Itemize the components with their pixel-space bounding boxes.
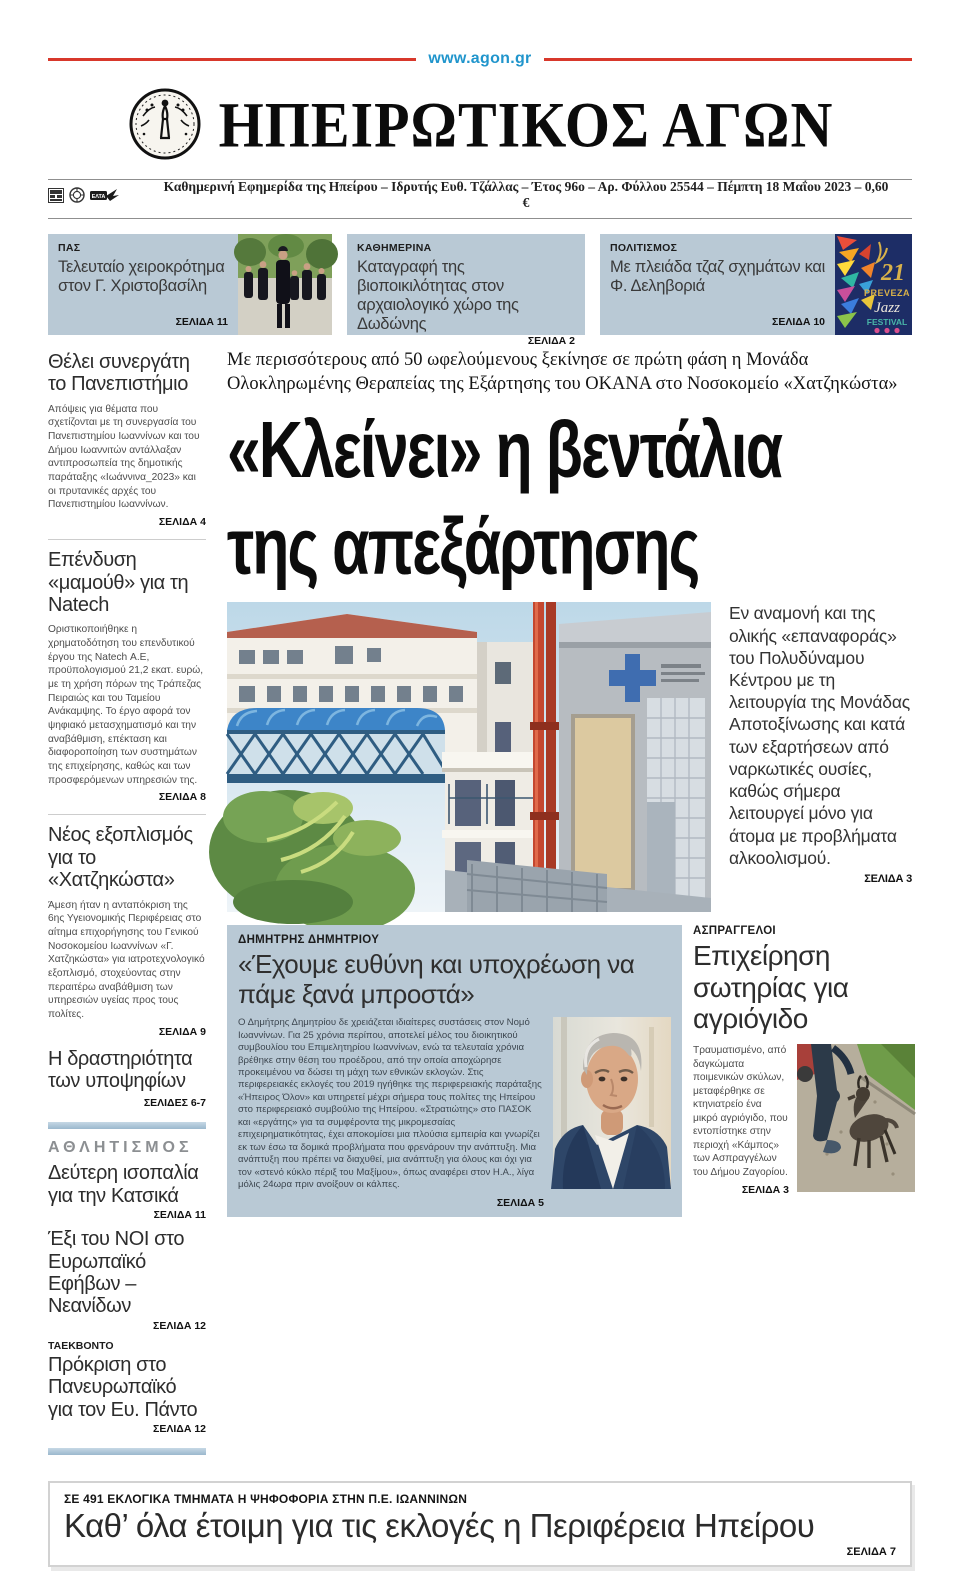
interview-title: «Έχουμε ευθύνη και υποχρέωση να πάμε ξανά μπροστά»	[238, 949, 635, 1009]
teaser-politismos-text	[600, 234, 835, 335]
teaser-kicker: ΠΑΣ	[58, 242, 81, 254]
sidebar-divider	[48, 814, 206, 815]
teaser-title: Τελευταίο χειροκρότημα στον Γ. Χριστοβασίλη	[58, 258, 225, 296]
sports-item-taekwondo	[48, 1340, 206, 1435]
story-body: Απόψεις για θέματα που σχετίζονται με τη συνεργασία του Πανεπιστημίου Ιωαννίνων και του Δήμου Ιωαννιτών αντάλλαξαν αντιπροσωπεία της δημοτικής παράταξης «Ιωάννινα_2023» και οι πρυτανικές αρχές του Πανεπιστημίου Ιωαννίνων.	[48, 403, 200, 511]
newspaper-title: ΗΠΕΙΡΩΤΙΚΟΣ ΑΓΩΝ	[218, 87, 834, 161]
red-rule-right	[544, 58, 912, 61]
teaser-row	[48, 234, 912, 347]
story-title: Επένδυση «μαμούθ» για τη Natech	[48, 549, 189, 616]
banner-kicker: ΣΕ 491 ΕΚΛΟΓΙΚΑ ΤΜΗΜΑΤΑ Η ΨΗΦΟΦΟΡΙΑ ΣΤΗΝ Π.Ε. ΙΩΑΝΝΙΝΩΝ	[64, 1491, 468, 1506]
interview-body: Ο Δημήτρης Δημητρίου δε χρειάζεται ιδιαίτερες συστάσεις στον Νομό Ιωαννίνων. Για 25 χρόνια περίπου, αποτελεί μέλος του διοικητικού συμβουλίου του Επιμελητηρίου Ιωαννίνων, ενώ τα τελευταία χρόνια βρέθηκε στην θέση του προέδρου, από την οποία αποχώρησε προκειμένου να δώσει τη μάχη των εθνικών εκλογών. Στις περιφερειακές εκλογές του 2019 ηγήθηκε της περιφερειακής παράταξης «Ήπειρος Όλον» και υπηρετεί μέχρι σήμερα τους πολίτες της Ηπείρου στο περιφερειακό συμβούλιο της Ηπείρου. «Στρατιώτης» στο ΠΑΣΟΚ και «εργάτης» για τα συμφέροντα της μικρομεσαίας επιχειρηματικότητας, έχει αποκομίσει μια πλούσια εμπειρία και γνωρίζει εκ των έσω τα δομικά προβλήματα που φρενάρουν την ανάπτυξη. Μια ανάπτυξη που πρέπει να διαχυθεί, μια ανάπτυξη για όλους και όχι για τον «στενό κύκλο πέριξ του Μαξίμου», όπως αναφέρει στον Η.Α., λίγα μόλις 24ωρα πριν ανοίξουν οι κάλπες.	[238, 1017, 542, 1191]
issue-info-bar	[48, 180, 912, 209]
press-grid-badge-icon	[48, 188, 64, 203]
jazz-festival-poster	[835, 234, 912, 335]
story-page-ref: ΣΕΛΙΔΑ 4	[158, 516, 206, 529]
chamois-rescue-photo	[797, 1044, 915, 1192]
website-url: www.agon.gr	[428, 50, 532, 67]
teaser-pas	[48, 234, 332, 335]
sports-section	[48, 1139, 206, 1435]
lead-aside-text: Εν αναμονή και της ολικής «επαναφοράς» του Πολυδύναμου Κέντρου με τη λειτουργία της Μονάδας Αποτοξίνωσης και κατά των εξαρτήσεων από ναρκωτικές ουσίες, καθώς σήμερα λειτουργεί μόνο για άτομα με προβλήματα αλκοολισμού.	[729, 603, 910, 868]
dimitriou-portrait-photo	[553, 1017, 671, 1189]
secondary-stories-row	[227, 925, 912, 1216]
poster-number: 21	[881, 260, 905, 286]
distribution-badges	[48, 187, 160, 203]
story-title: Νέος εξοπλισμός για το «Χατζηκώστα»	[48, 824, 193, 892]
press-seal-badge-icon	[69, 187, 85, 203]
issue-info-text: Καθημερινή Εφημερίδα της Ηπείρου – Ιδρυτής Ευθ. Τζάλλας – Έτος 96ο – Αρ. Φύλλου 25544 – Πέμπτη 18 Μαΐου 2023 – 0,60 €	[163, 179, 889, 210]
poster-festival: FESTIVAL	[866, 317, 908, 327]
procession-photo	[238, 234, 332, 335]
lead-page-ref: ΣΕΛΙΔΑ 3	[864, 872, 912, 885]
bottom-banner	[48, 1481, 912, 1567]
teaser-page-ref: ΣΕΛΙΔΑ 2	[527, 334, 575, 347]
teaser-page-ref: ΣΕΛΙΔΑ 11	[175, 316, 228, 328]
teaser-kathimerina-text	[347, 234, 585, 347]
lead-headline-line1: «Κλείνει» η βεντάλια	[227, 404, 782, 495]
sidebar-divider	[48, 539, 206, 540]
story-page-ref: ΣΕΛΙΔΑ 8	[158, 791, 206, 804]
teaser-kathimerina	[347, 234, 585, 347]
teaser-title: Με πλειάδα τζαζ σχημάτων και Φ. Δεληβοριά	[610, 258, 825, 296]
main-content	[48, 349, 912, 1465]
interview-kicker: ΔΗΜΗΤΡΗΣ ΔΗΜΗΤΡΙΟΥ	[238, 934, 380, 947]
story-title: Η δραστηριότητα των υποψηφίων	[48, 1047, 193, 1092]
story-title: Έξι του ΝΟΙ στο Ευρωπαϊκό Εφήβων – Νεανίδων	[48, 1228, 185, 1318]
rescue-article	[693, 925, 912, 1216]
sports-kicker: ΤΑΕΚΒΟΝΤΟ	[48, 1339, 114, 1352]
teaser-kicker: ΠΟΛΙΤΙΣΜΟΣ	[610, 242, 678, 254]
story-title: Δεύτερη ισοπαλία για την Κατσικά	[48, 1162, 199, 1207]
story-body: Οριστικοποιήθηκε η χρηματοδότηση του επενδυτικού έργου της Natech Α.Ε, προϋπολογισμού 21,2 εκατ. ευρώ, με τη χρήση πόρων της Τράπεζας Πειραιώς και του Ταμείου Ανάκαμψης. Το έργο αφορά τον ψηφιακό μετασχηματισμό και την αναβάθμιση, επέκταση και διαφοροποίηση των συστημάτων της επιχείρησης, καθώς και των προσφερόμενων υπηρεσιών της.	[48, 624, 204, 786]
story-page-ref: ΣΕΛΙΔΕΣ 6-7	[143, 1097, 206, 1110]
teaser-kicker: ΚΑΘΗΜΕΡΙΝΑ	[357, 242, 432, 254]
lead-headline-line2: της απεξάρτησης	[227, 500, 699, 591]
rescue-body-row	[693, 1044, 912, 1196]
sidebar-blue-divider	[48, 1122, 206, 1129]
hospital-building-photo	[227, 602, 711, 912]
teaser-politismos	[600, 234, 912, 335]
sidebar-story-hatzikosta	[48, 824, 206, 1037]
teaser-pas-text	[48, 234, 238, 335]
elta-label: ΕΛΤΑ	[91, 194, 106, 200]
interview-page-ref: ΣΕΛΙΔΑ 5	[496, 1196, 544, 1209]
story-title: Πρόκριση στο Πανευρωπαϊκό για τον Ευ. Πάντο	[48, 1353, 198, 1421]
rescue-title: Επιχείρηση σωτηρίας για αγριόγιδο	[693, 940, 849, 1035]
lead-story-column	[227, 349, 912, 1217]
sidebar-story-natech	[48, 549, 206, 803]
newspaper-coin-logo-icon	[127, 86, 203, 162]
rescue-left-col	[693, 1044, 789, 1196]
masthead	[48, 78, 912, 170]
story-page-ref: ΣΕΛΙΔΑ 11	[153, 1209, 206, 1222]
teaser-title: Καταγραφή της βιοποικιλότητας στον αρχαιολογικό χώρο της Δωδώνης	[357, 258, 519, 334]
story-page-ref: ΣΕΛΙΔΑ 12	[153, 1319, 206, 1332]
sidebar-story-university	[48, 351, 206, 528]
lead-photo-row	[227, 602, 912, 912]
interview-article	[227, 925, 682, 1216]
lead-headline	[227, 402, 912, 596]
banner-page-ref: ΣΕΛΙΔΑ 7	[846, 1545, 896, 1558]
sports-item	[48, 1228, 206, 1332]
poster-city: PREVEZA	[863, 288, 911, 298]
story-page-ref: ΣΕΛΙΔΑ 9	[158, 1025, 206, 1038]
teaser-page-ref: ΣΕΛΙΔΑ 10	[772, 316, 825, 328]
sidebar-story-candidates	[48, 1048, 206, 1110]
lead-aside-column	[729, 602, 912, 912]
rescue-body: Τραυματισμένο, από δαγκώματα ποιμενικών σκύλων, μεταφέρθηκε σε κτηνιατρείο ένα μικρό αγριόγιδο, που εντοπίστηκε στην περιοχή «Κάμπος» των Ασπραγγέλων του Δήμου Ζαγορίου.	[693, 1045, 788, 1178]
rule-below-infobar	[48, 218, 912, 219]
interview-body-row	[238, 1017, 671, 1192]
sports-item	[48, 1162, 206, 1221]
story-body: Άμεση ήταν η ανταπόκριση της 6ης Υγειονομικής Περιφέρειας στο αίτημα επιχορήγησης του Γενικού Νοσοκομείου Ιωαννίνων «Γ. Χατζηκώστα» για ιατροτεχνολογικό εξοπλισμό, στοχεύοντας στην περαιτέρω αναβάθμιση των υπηρεσιών υγείας προς τους πολίτες.	[48, 899, 205, 1020]
top-url-bar	[48, 50, 912, 68]
sidebar-blue-divider	[48, 1448, 206, 1455]
lead-story-intro: Με περισσότερους από 50 ωφελούμενους ξεκίνησε σε πρώτη φάση η Μονάδα Ολοκληρωμένης Θεραπείας της Εξάρτησης του ΟΚΑΝΑ στο Νοσοκομείο «Χατζηκώστα»	[227, 350, 898, 394]
left-sidebar	[48, 349, 206, 1465]
rescue-kicker: ΑΣΠΡΑΓΓΕΛΟΙ	[693, 925, 776, 938]
banner-title: Καθ’ όλα έτοιμη για τις εκλογές η Περιφέρεια Ηπείρου	[64, 1506, 815, 1544]
story-page-ref: ΣΕΛΙΔΑ 12	[153, 1422, 206, 1435]
story-title: Θέλει συνεργάτη το Πανεπιστήμιο	[48, 351, 190, 396]
elta-post-badge-icon	[90, 187, 120, 203]
red-rule-left	[48, 58, 416, 61]
sports-section-header: ΑΘΛΗΤΙΣΜΟΣ	[48, 1139, 193, 1157]
poster-word: Jazz	[874, 300, 900, 316]
rescue-page-ref: ΣΕΛΙΔΑ 3	[741, 1183, 789, 1196]
